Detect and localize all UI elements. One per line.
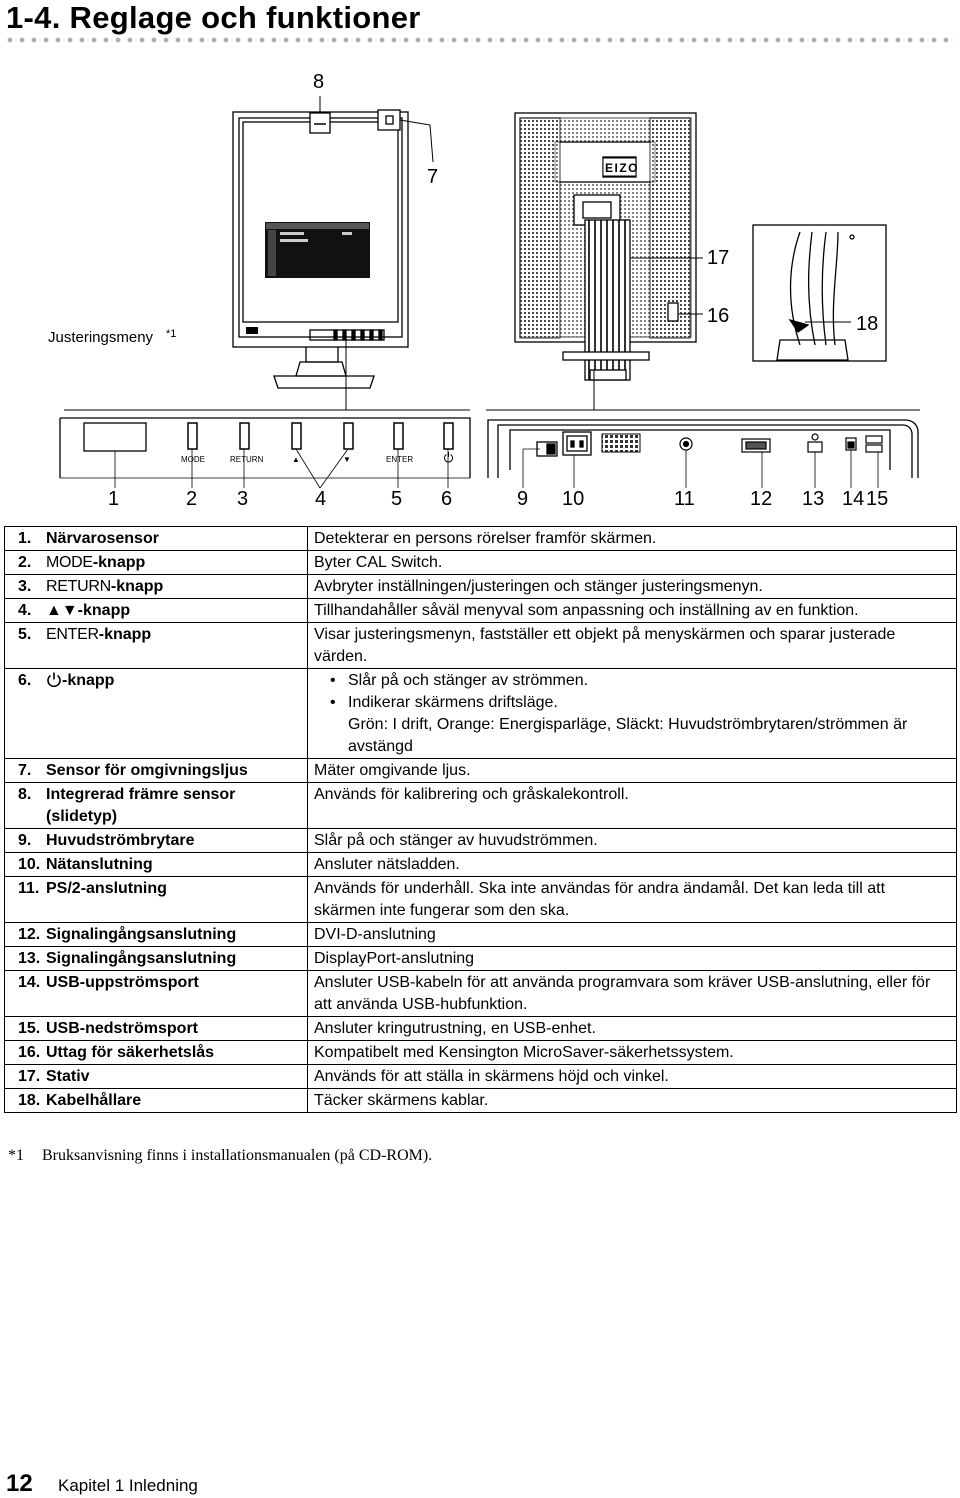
row-description: Detekterar en persons rörelser framför skärmen.	[308, 527, 957, 551]
row-description: Byter CAL Switch.	[308, 551, 957, 575]
row-description: Slår på och stänger av huvudströmmen.	[308, 829, 957, 853]
return-button[interactable]	[240, 423, 249, 449]
controls-table	[4, 526, 957, 1113]
callout-18: 18	[856, 313, 879, 335]
row-label: Huvudströmbrytare	[46, 832, 195, 849]
table-row: 6. -knapp • Slår på och stänger av strömmen. • Indikerar skärmens driftsläge. Grön: I drift, Orange: Energisparläge, Släckt: Huvudströmbrytaren/strömmen är avstängd	[5, 669, 957, 759]
callout-16: 16	[707, 305, 730, 327]
list-item: • Indikerar skärmens driftsläge.	[348, 692, 950, 714]
presence-sensor	[84, 423, 146, 451]
footnote-mark: *1	[8, 1147, 24, 1164]
row-label: Integrerad främre sensor (slidetyp)	[46, 786, 236, 825]
callout-17: 17	[707, 247, 730, 269]
row-label-button-name: MODE	[46, 554, 93, 571]
svg-text:EIZO: EIZO	[605, 161, 640, 175]
adjustment-menu-screenshot	[265, 222, 370, 278]
power-icon	[444, 452, 452, 462]
return-button-label: RETURN	[230, 455, 264, 464]
row-description: DVI-D-anslutning	[308, 923, 957, 947]
footnote	[8, 1147, 432, 1165]
table-row: 2. MODE-knapp Byter CAL Switch.	[5, 551, 957, 575]
row-label: Uttag för säkerhetslås	[46, 1044, 215, 1061]
row-label: USB-uppströmsport	[46, 974, 199, 991]
enter-button[interactable]	[394, 423, 403, 449]
table-row: 1. Närvarosensor Detekterar en persons rörelser framför skärmen.	[5, 527, 957, 551]
callout-13: 13	[802, 488, 825, 510]
row-label: Signalingångsanslutning	[46, 950, 237, 967]
menu-callout-note: *1	[166, 328, 177, 340]
table-row: 17. Stativ Används för att ställa in skärmens höjd och vinkel.	[5, 1065, 957, 1089]
cable-holder-detail	[753, 225, 886, 361]
callout-12: 12	[750, 488, 773, 510]
dvi-connector[interactable]	[742, 439, 770, 452]
callout-6: 6	[441, 488, 453, 510]
row-label: Kabelhållare	[46, 1092, 142, 1109]
row-description: Används för kalibrering och gråskalekontroll.	[308, 783, 957, 829]
callout-1: 1	[108, 488, 120, 510]
table-row: 10. Nätanslutning Ansluter nätsladden.	[5, 853, 957, 877]
row-description: DisplayPort-anslutning	[308, 947, 957, 971]
ps2-connector[interactable]	[680, 438, 692, 450]
row-description: Kompatibelt med Kensington MicroSaver-säkerhetssystem.	[308, 1041, 957, 1065]
row-description: Används för underhåll. Ska inte användas för andra ändamål. Det kan leda till att skärmen inte fungerar som den ska.	[308, 877, 957, 923]
monitor-back-view	[515, 113, 696, 380]
row-description: Visar justeringsmenyn, fastställer ett objekt på menyskärmen och sparar justerade värden.	[308, 623, 957, 669]
table-row: 7. Sensor för omgivningsljus Mäter omgivande ljus.	[5, 759, 957, 783]
power-description-list	[314, 670, 950, 758]
callout-8: 8	[313, 71, 325, 93]
row-description: Mäter omgivande ljus.	[308, 759, 957, 783]
usb-downstream-ports[interactable]	[866, 436, 882, 452]
row-label: Nätanslutning	[46, 856, 153, 873]
callout-14: 14	[842, 488, 865, 510]
row-label: Stativ	[46, 1068, 90, 1085]
enter-button-label: ENTER	[386, 455, 414, 464]
callout-10: 10	[562, 488, 585, 510]
brand-logo-small	[246, 327, 258, 334]
row-description: Tillhandahåller såväl menyval som anpassning och inställning av en funktion.	[308, 599, 957, 623]
row-description: Ansluter USB-kabeln för att använda programvara som kräver USB-anslutning, eller för att använda USB-hubfunktion.	[308, 971, 957, 1017]
title-dotted-rule	[4, 37, 956, 43]
mode-button-label: MODE	[181, 455, 205, 464]
list-item: • Slår på och stänger av strömmen.	[348, 670, 950, 692]
row-description: Ansluter kringutrustning, en USB-enhet.	[308, 1017, 957, 1041]
row-label: USB-nedströmsport	[46, 1020, 199, 1037]
table-row: 18. Kabelhållare Täcker skärmens kablar.	[5, 1089, 957, 1113]
power-button[interactable]	[444, 423, 453, 449]
table-row: 13. Signalingångsanslutning DisplayPort-anslutning	[5, 947, 957, 971]
table-row: 4. ▲▼-knapp Tillhandahåller såväl menyval som anpassning och inställning av en funktion.	[5, 599, 957, 623]
up-button[interactable]	[292, 423, 301, 449]
callout-15: 15	[866, 488, 889, 510]
table-row: 5. ENTER-knapp Visar justeringsmenyn, fastställer ett objekt på menyskärmen och sparar justerade värden.	[5, 623, 957, 669]
row-description: Används för att ställa in skärmens höjd och vinkel.	[308, 1065, 957, 1089]
row-description: Täcker skärmens kablar.	[308, 1089, 957, 1113]
power-icon	[46, 671, 62, 687]
up-down-arrows-icon: ▲▼	[46, 602, 78, 619]
footnote-text: Bruksanvisning finns i installationsmanualen (på CD-ROM).	[42, 1147, 433, 1164]
callout-7: 7	[427, 166, 439, 188]
row-description: Ansluter nätsladden.	[308, 853, 957, 877]
usb-upstream-port[interactable]	[846, 438, 856, 450]
table-row: 14. USB-uppströmsport Ansluter USB-kabeln för att använda programvara som kräver USB-anslutning, eller för att använda USB-hubfunktion.	[5, 971, 957, 1017]
table-row: 3. RETURN-knapp Avbryter inställningen/justeringen och stänger justeringsmenyn.	[5, 575, 957, 599]
down-button[interactable]	[344, 423, 353, 449]
rear-vent-grille	[602, 434, 640, 452]
table-row: 12. Signalingångsanslutning DVI-D-anslutning	[5, 923, 957, 947]
down-button-label: ▼	[343, 455, 351, 464]
page-number: 12	[6, 1470, 33, 1497]
monitor-diagram	[0, 50, 960, 520]
displayport-connector[interactable]	[808, 434, 822, 452]
mode-button[interactable]	[188, 423, 197, 449]
table-row: 9. Huvudströmbrytare Slår på och stänger av huvudströmmen.	[5, 829, 957, 853]
row-label: Närvarosensor	[46, 530, 159, 547]
callout-11: 11	[674, 488, 695, 510]
table-row: 8. Integrerad främre sensor (slidetyp) Används för kalibrering och gråskalekontroll.	[5, 783, 957, 829]
brand-logo	[603, 158, 639, 176]
row-label: Signalingångsanslutning	[46, 926, 237, 943]
table-row: 16. Uttag för säkerhetslås Kompatibelt med Kensington MicroSaver-säkerhetssystem.	[5, 1041, 957, 1065]
menu-callout-label: Justeringsmeny	[48, 329, 154, 346]
up-button-label: ▲	[292, 455, 300, 464]
page-title: 1-4. Reglage och funktioner	[6, 0, 421, 35]
callout-5: 5	[391, 488, 403, 510]
callout-9: 9	[517, 488, 529, 510]
callout-2: 2	[186, 488, 198, 510]
ac-inlet[interactable]	[563, 432, 591, 455]
chapter-title: Kapitel 1 Inledning	[58, 1476, 198, 1495]
row-label-button-name: RETURN	[46, 578, 111, 595]
callout-3: 3	[237, 488, 249, 510]
table-row: 15. USB-nedströmsport Ansluter kringutrustning, en USB-enhet.	[5, 1017, 957, 1041]
row-label: PS/2-anslutning	[46, 880, 167, 897]
callout-4: 4	[315, 488, 327, 510]
row-label-button-name: ENTER	[46, 626, 99, 643]
row-label: Sensor för omgivningsljus	[46, 762, 248, 779]
row-description: Avbryter inställningen/justeringen och stänger justeringsmenyn.	[308, 575, 957, 599]
table-row: 11. PS/2-anslutning Används för underhåll. Ska inte användas för andra ändamål. Det kan leda till att skärmen inte fungerar som den ska.	[5, 877, 957, 923]
list-item: Grön: I drift, Orange: Energisparläge, Släckt: Huvudströmbrytaren/strömmen är avstängd	[348, 716, 908, 755]
